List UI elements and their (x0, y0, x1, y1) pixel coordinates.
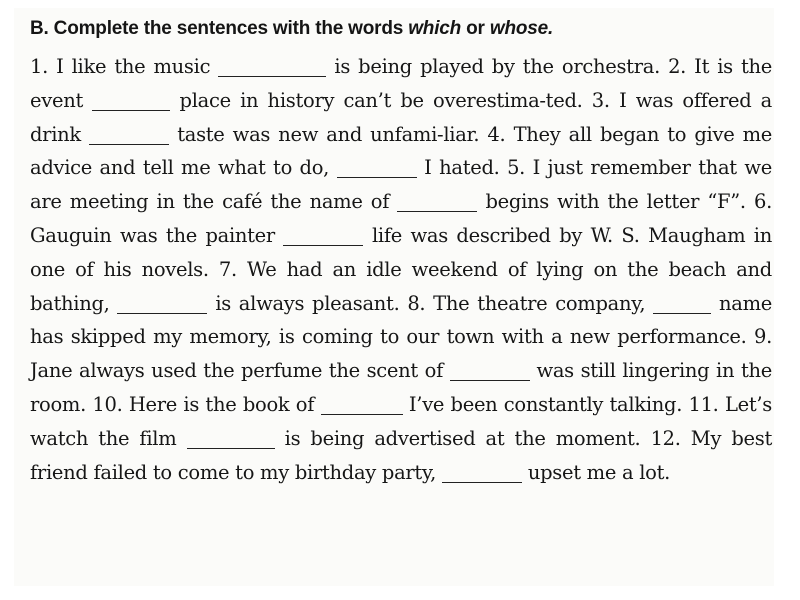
heading-or: or (466, 18, 485, 39)
heading-word-which: which (408, 18, 462, 39)
textbook-page (14, 8, 774, 586)
text-segment: is being advertised at the moment. 12. My best friend failed to come to my birthday party, (30, 426, 772, 484)
text-segment: name has skipped my memory, is coming to our town with a new performance. 9. Jane always used the perfume the scent of (30, 291, 773, 383)
answer-blank (321, 414, 403, 415)
answer-blank (117, 313, 207, 314)
text-segment: taste was new and unfami-liar. 4. They all began to give me advice and tell me what to do, (30, 122, 773, 180)
answer-blank (283, 245, 363, 246)
text-segment: 1. I like the music (30, 55, 211, 78)
text-segment: is being played by the orchestra. 2. It is the event (30, 55, 772, 112)
answer-blank (92, 110, 170, 111)
text-segment: I’ve been constantly talking. 11. Let’s watch the film (30, 392, 772, 450)
text-segment: life was described by W. S. Maugham in one of his novels. 7. We had an idle weekend of lying on the beach and bathing, (30, 223, 772, 315)
text-segment: begins with the letter “F”. 6. Gauguin was the painter (30, 190, 773, 247)
text-segment: place in history can’t be overestima-ted. 3. I was offered a drink (30, 88, 772, 146)
answer-blank (187, 448, 275, 449)
exercise-body (30, 50, 772, 489)
heading-prefix: B. Complete the sentences with the words (30, 18, 404, 39)
answer-blank (337, 177, 417, 178)
answer-blank (397, 211, 477, 212)
text-segment: I hated. 5. I just remember that we are meeting in the café the name of (30, 156, 773, 214)
text-segment: upset me a lot. (527, 460, 671, 484)
exercise-heading (30, 14, 553, 44)
text-segment: was still lingering in the room. 10. Here is the book of (30, 359, 772, 416)
text-segment: is always pleasant. 8. The theatre company, (215, 291, 646, 315)
answer-blank (450, 380, 530, 381)
answer-blank (89, 144, 169, 145)
answer-blank (653, 313, 711, 314)
answer-blank (442, 482, 522, 483)
answer-blank (218, 76, 326, 77)
heading-word-whose: whose. (489, 18, 554, 39)
